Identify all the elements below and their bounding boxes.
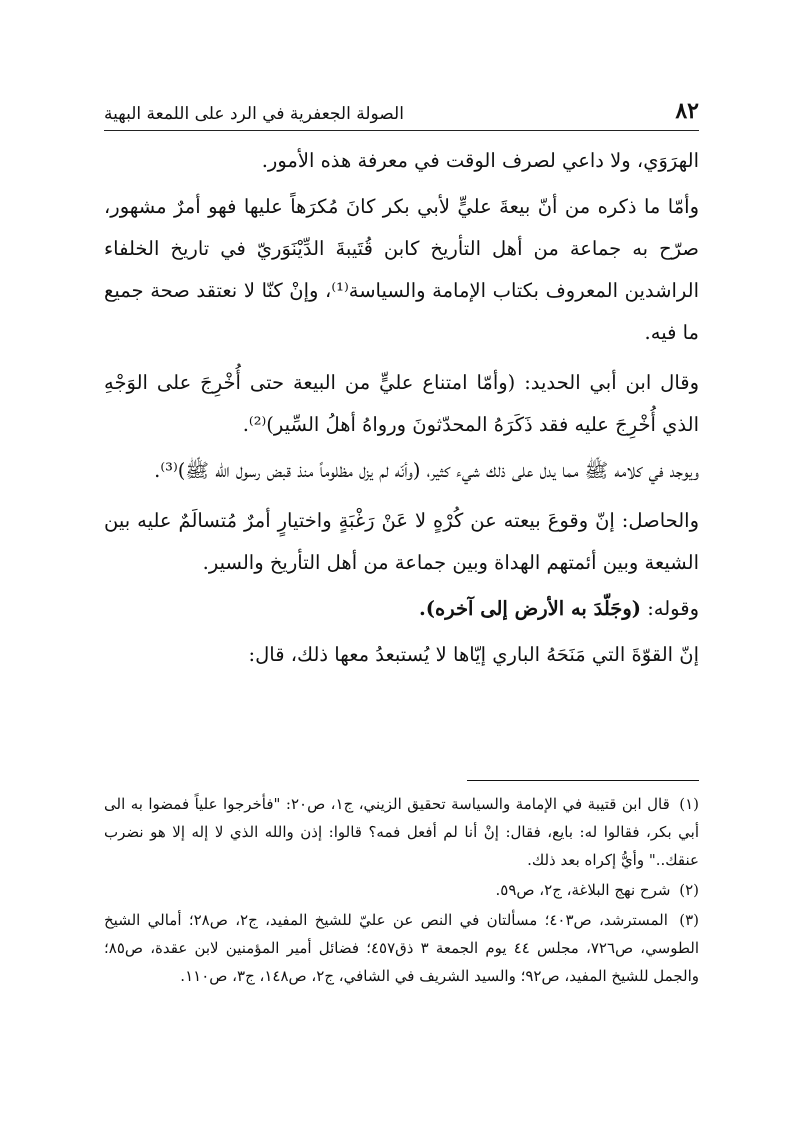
paragraph-3: وقال ابن أبي الحديد: (وأمّا امتناع عليٍّ من البيعة حتى أُخْرِجَ على الوَجْهِ الذي أُخْرِجَ عليه فقد ذَكَرَهُ المحدّثونَ ورواهُ أهلُ السِّير)⁽²⁾.: [104, 371, 699, 436]
footnote-number: (٣): [679, 911, 699, 929]
footnote-2: [104, 876, 699, 904]
footnotes: [104, 790, 699, 992]
quoted-phrase: (وجَلّدَ به الأرض إلى آخره).: [418, 597, 642, 620]
paragraph-5: والحاصل: إنّ وقوعَ بيعته عن كُرْهٍ لا عَنْ رَغْبَةٍ واختيارٍ أمرٌ مُتسالَمٌ عليه بين الشيعة وبين أئمتهم الهداة وبين جماعة من أهل التأريخ والسير.: [104, 509, 699, 574]
quote-intro: وقوله:: [641, 597, 699, 620]
running-title: الصولة الجعفرية في الرد على اللمعة البهية: [104, 104, 404, 124]
paragraph-6: [104, 588, 699, 630]
footnote-separator: [467, 780, 699, 781]
footnote-1: [104, 790, 699, 874]
paragraph-2: وأمّا ما ذكره من أنّ بيعةَ عليٍّ لأبي بكر كانَ مُكرَهاً عليها فهو أمرٌ مشهور، صرّح به جماعة من أهل التأريخ كابن قُتَيبةَ الدِّيْنَوَريّ في تاريخ الخلفاء الراشدين المعروف بكتاب الإمامة والسياسة⁽¹⁾، وإنْ كنّا لا نعتقد صحة جميع ما فيه.: [104, 195, 700, 344]
footnote-text: المسترشد، ص٤٠٣؛ مسألتان في النص عن عليّ للشيخ المفيد، ج٢، ص٢٨؛ أمالي الشيخ الطوسي، ص٧٢٦، مجلس ٤٤ يوم الجمعة ٣ ذق٤٥٧؛ فضائل أمير المؤمنين لابن عقدة، ص٨٥؛ والجمل للشيخ المفيد، ص٩٢؛ والسيد الشريف في الشافي، ج٢، ص١٤٨، ج٣، ص١١٠.: [104, 911, 700, 985]
paragraph-7: إنّ القوّةَ التي مَنَحَهُ الباري إيّاها لا يُستبعدُ معها ذلك، قال:: [248, 643, 699, 666]
main-text: [104, 140, 699, 684]
page-header: [104, 92, 699, 131]
page-number: ٨٢: [675, 98, 699, 124]
footnote-number: (١): [679, 795, 699, 813]
footnote-number: (٢): [679, 881, 699, 899]
footnote-3: [104, 906, 699, 990]
paragraph-4: ويوجد في كلامه ﷺ مما يدل على ذلك شيء كثير، (وأنّه لم يزل مظلوماً منذ قبض رسول الله ﷺ)⁽³⁾.: [154, 459, 699, 482]
paragraph-1: الهرَوَي، ولا داعي لصرف الوقت في معرفة هذه الأمور.: [261, 149, 699, 172]
footnote-text: شرح نهج البلاغة، ج٢، ص٥٩.: [495, 881, 671, 899]
footnote-text: قال ابن قتيبة في الإمامة والسياسة تحقيق الزيني، ج١، ص٢٠: "فأخرجوا علياً فمضوا به الى أبي بكر، فقالوا له: بايع، فقال: إنْ أنا لم أفعل فمه؟ قالوا: إذن والله الذي لا إله إلا هو نضرب عنقك.." وأيُّ إكراه بعد ذلك.: [104, 795, 699, 869]
